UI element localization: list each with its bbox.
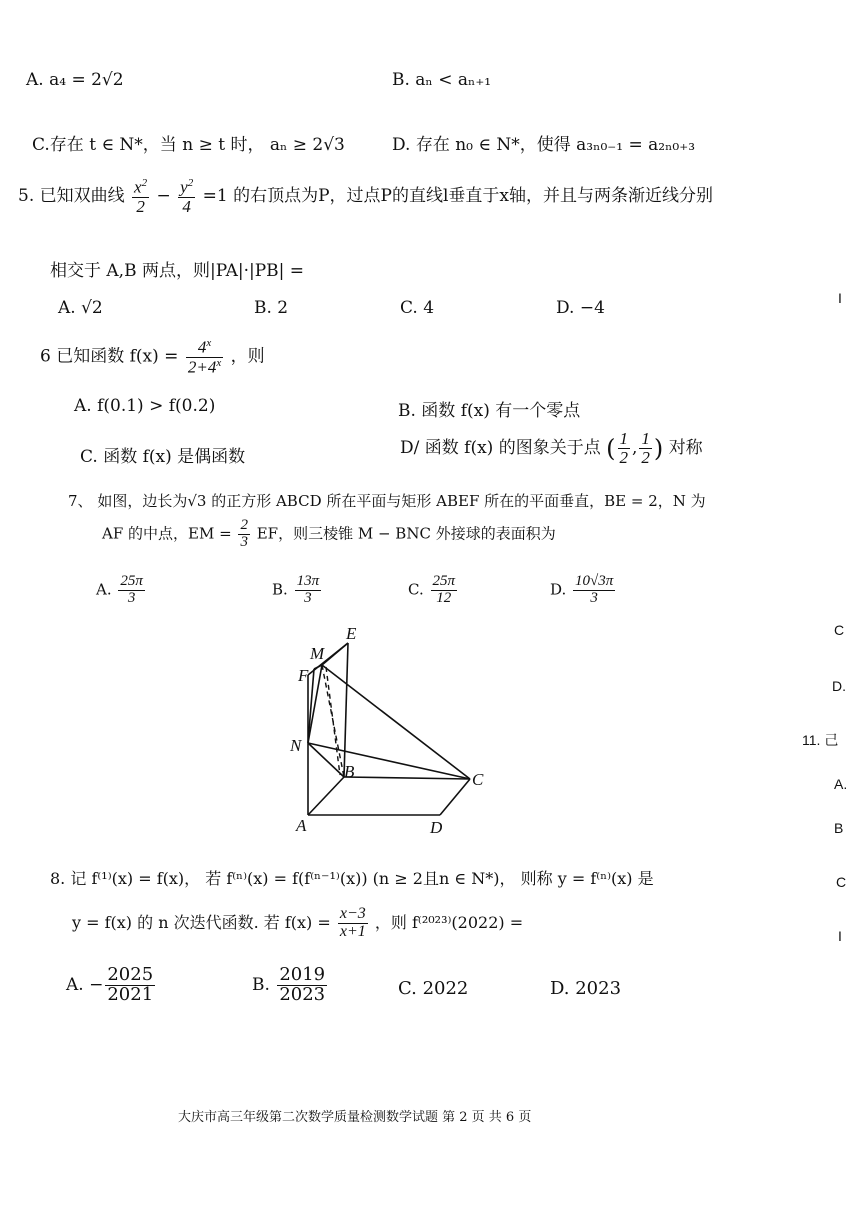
edge-fragment-8: I (838, 928, 842, 944)
q6-stem-text-b: ，则 (230, 346, 265, 367)
q8-option-a: A. − $\frac{2025}{2021}$ (66, 964, 154, 1005)
q4-option-b: B. aₙ < aₙ₊₁ (392, 70, 492, 90)
q8-number: 8. (50, 869, 66, 888)
q5-option-d: D. −4 (556, 298, 605, 318)
edge-CD (440, 779, 470, 815)
q6-option-d-text-a: D/ 函数 f(x) 的图象关于点 (400, 437, 601, 458)
q5-stem-text-b: 的右顶点为P，过点P的直线l垂直于x轴，并且与两条渐近线分别 (233, 186, 713, 207)
q7-number: 7、 (68, 492, 93, 510)
q5-stem-text-a: 已知双曲线 (39, 186, 125, 207)
label-F: F (298, 666, 309, 685)
label-A: A (296, 816, 307, 835)
q8-stem-line1 (50, 866, 654, 889)
q7-option-a: A. $\frac{25\pi}{3}$ (96, 573, 143, 606)
q6-option-a: A. f(0.1) > f(0.2) (74, 396, 216, 416)
q6-number: 6 (40, 346, 51, 367)
q7-stem-text-2a: AF 的中点，EM = (102, 524, 232, 543)
q5-stem-line2: 相交于 A,B 两点，则|PA|·|PB| = (50, 261, 305, 281)
q5-fraction-x: $\frac{x^2}{2}$ (134, 177, 148, 216)
q4-option-d: D. 存在 n₀ ∈ N*，使得 a₃ₙ₀₋₁ = a₂ₙ₀₊₃ (392, 135, 696, 155)
q8-stem-text-2b: ，则 f⁽²⁰²³⁾(2022) = (374, 912, 524, 932)
q7-stem-line2: AF 的中点，EM = $\frac{2}{3}$ EF，则三棱锥 M − BNC 外接球的表面积为 (102, 517, 556, 550)
q5-option-c: C. 4 (400, 298, 435, 318)
label-N: N (290, 736, 302, 755)
label-D: D (430, 818, 443, 837)
edge-fragment-2: C (834, 622, 845, 638)
q8-option-b: B. $\frac{2019}{2023}$ (252, 964, 326, 1005)
edge-fragment-4: 11. 己 (802, 732, 839, 748)
q5-option-b: B. 2 (254, 298, 289, 318)
edge-fragment-5: A. (834, 776, 848, 792)
q7-option-c: C. $\frac{25\pi}{12}$ (408, 573, 456, 606)
q8-stem-text-1: 记 f⁽¹⁾(x) = f(x)， 若 f⁽ⁿ⁾(x) = f(f⁽ⁿ⁻¹⁾(x)) (n ≥ 2且n ∈ N*)， 则称 y = f⁽ⁿ⁾(x) 是 (70, 869, 654, 888)
q7-stem-line1 (68, 490, 706, 511)
edge-EB (344, 643, 348, 777)
q8-option-c: C. 2022 (398, 978, 469, 999)
q5-fraction-y: $\frac{y^2}{4}$ (180, 177, 194, 216)
q6-option-d-text-b: 对称 (668, 437, 703, 458)
label-M: M (310, 644, 325, 663)
q7-stem-text-2b: EF，则三棱锥 M − BNC 外接球的表面积为 (256, 524, 556, 543)
q7-option-b: B. $\frac{13\pi}{3}$ (272, 573, 320, 606)
q6-option-c: C. 函数 f(x) 是偶函数 (80, 447, 246, 467)
edge-fragment-7: C (836, 874, 847, 890)
q6-option-b: B. 函数 f(x) 有一个零点 (398, 401, 581, 421)
q5-stem-line1: 5. 已知双曲线 $\frac{x^2}{2}$ − $\frac{y^2}{4}$ =1 的右顶点为P，过点P的直线l垂直于x轴，并且与两条渐近线分别 (18, 177, 713, 216)
page-footer: 大庆市高三年级第二次数学质量检测数学试题 第 2 页 共 6 页 (178, 1110, 532, 1125)
edge-AB (308, 777, 344, 815)
edge-NM (308, 665, 322, 743)
q4-option-c: C.存在 t ∈ N*，当 n ≥ t 时， aₙ ≥ 2√3 (32, 135, 345, 155)
label-E: E (346, 625, 357, 643)
edge-fragment-6: B (834, 820, 844, 836)
q5-option-a: A. √2 (58, 298, 103, 318)
edge-fragment-3: D. (832, 678, 846, 694)
q8-stem-line2: y = f(x) 的 n 次迭代函数. 若 f(x) = $\frac{x-3}{x+1}$ ，则 f⁽²⁰²³⁾(2022) = (72, 905, 524, 940)
q6-option-d: D/ 函数 f(x) 的图象关于点 ( $\frac{1}{2}$ , $\frac{1}{2}$ ) 对称 (400, 429, 703, 467)
q4-option-a: A. a₄ = 2√2 (26, 70, 124, 90)
q6-fraction: $\frac{4^x}{2+4^x}$ (187, 337, 222, 377)
q5-number: 5. (18, 186, 35, 207)
edge-BC (344, 777, 470, 779)
q8-option-d: D. 2023 (550, 978, 622, 999)
label-B: B (344, 762, 355, 781)
q7-option-d: D. $\frac{10√3\pi}{3}$ (550, 573, 614, 606)
q7-figure (280, 625, 510, 845)
q7-stem-text-1: 如图，边长为√3 的正方形 ABCD 所在平面与矩形 ABEF 所在的平面垂直，BE = 2，N 为 (97, 492, 706, 510)
label-C: C (472, 770, 484, 789)
edge-fragment-1: I (838, 290, 842, 306)
q6-stem-text-a: 已知函数 f(x) = (56, 346, 179, 367)
q6-stem (40, 338, 265, 376)
q8-stem-text-2a: y = f(x) 的 n 次迭代函数. 若 f(x) = (72, 912, 331, 932)
